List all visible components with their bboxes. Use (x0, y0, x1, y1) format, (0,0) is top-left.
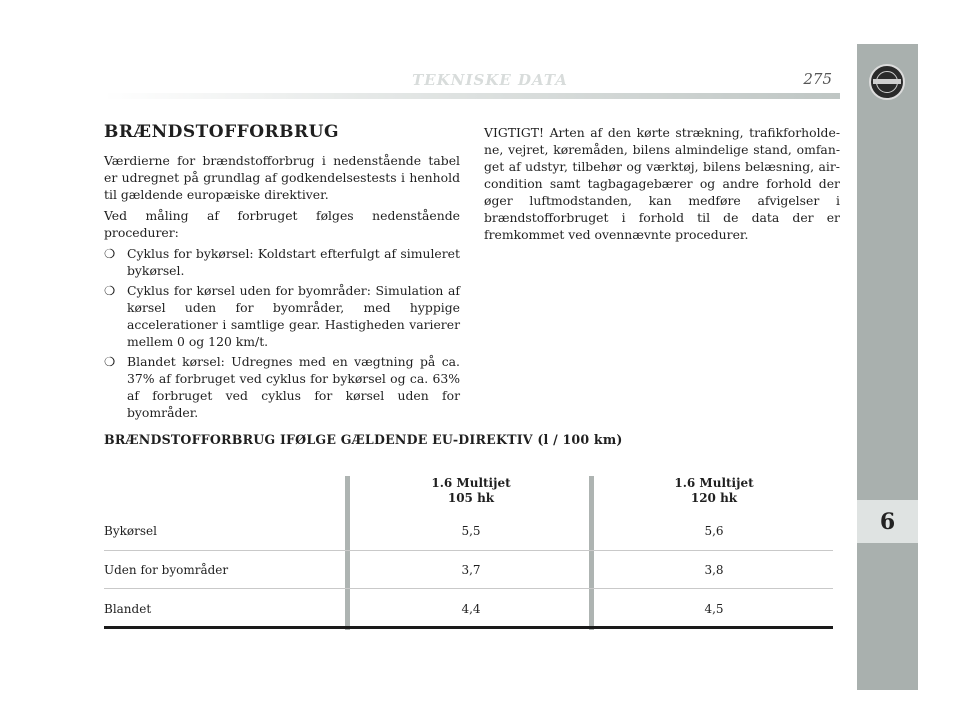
column-divider (345, 476, 350, 630)
column-header (351, 476, 591, 506)
bullet-text: Cyklus for kørsel uden for byområder: Simulation af kørsel uden for byområder, med hyppige accelerationer i samtlige gear. Hastigheden varierer mellem 0 og 120 km/t. (127, 283, 460, 349)
table-title: BRÆNDSTOFFORBRUG IFØLGE GÆLDENDE EU-DIREKTIV (l / 100 km) (104, 432, 623, 447)
bullet-circle-icon: ❍ (104, 354, 116, 369)
row-label: Blandet (104, 602, 152, 616)
procedure-intro: Ved måling af forbruget følges nedenstående procedurer: (104, 208, 460, 240)
bullet-circle-icon: ❍ (104, 246, 116, 261)
column-header (594, 476, 834, 506)
row-label: Uden for byområder (104, 563, 229, 577)
chapter-side-tab (857, 44, 918, 690)
column-header-engine: 1.6 Multijet (674, 476, 754, 490)
bullet-circle-icon: ❍ (104, 283, 116, 298)
table-cell: 3,8 (704, 563, 724, 577)
row-divider (104, 550, 833, 551)
important-note: VIGTIGT! Arten af den kørte strækning, trafikforholdene, vejret, køremåden, bilens almindelige stand, omfanget af udstyr, tilbehør og værktøj, bilens belæsning, air-condition samt tagbagagebærer og andre forhold der øger luftmodstanden, kan medføre afvigelser i brændstofforbruget i forhold til de data der er fremkommet ved ovennævnte procedurer. (484, 125, 840, 242)
row-divider (104, 588, 833, 589)
column-header-power: 105 hk (447, 491, 495, 505)
row-label: Bykørsel (104, 524, 157, 538)
table-cell: 4,4 (461, 602, 481, 616)
right-column (484, 124, 840, 247)
table-cell: 5,5 (461, 524, 481, 538)
header-rule (104, 93, 840, 99)
page-number: 275 (803, 70, 832, 88)
list-item (104, 245, 460, 279)
table-cell: 4,5 (704, 602, 724, 616)
table-bottom-rule (104, 626, 833, 629)
table-cell: 3,7 (461, 563, 481, 577)
table-cell: 5,6 (704, 524, 724, 538)
column-header-engine: 1.6 Multijet (431, 476, 511, 490)
lancia-logo-icon (869, 64, 905, 100)
left-column (104, 122, 460, 424)
consumption-table (104, 476, 833, 630)
chapter-number: 6 (857, 500, 918, 543)
running-title: TEKNISKE DATA (412, 71, 568, 89)
list-item (104, 353, 460, 421)
intro-paragraph: Værdierne for brændstofforbrug i nedenstående tabel er udregnet på grundlag af godkendelsestests i henhold til gældende europæiske direktiver. (104, 153, 460, 202)
logo-bar (873, 79, 901, 84)
bullet-text: Blandet kørsel: Udregnes med en vægtning på ca. 37% af forbruget ved cyklus for bykørsel og ca. 63% af forbruget ved cyklus for kørsel uden for byområder. (127, 354, 460, 420)
column-header-power: 120 hk (690, 491, 738, 505)
section-heading: BRÆNDSTOFFORBRUG (104, 122, 340, 142)
bullet-text: Cyklus for bykørsel: Koldstart efterfulgt af simuleret bykørsel. (127, 246, 460, 278)
list-item (104, 282, 460, 350)
